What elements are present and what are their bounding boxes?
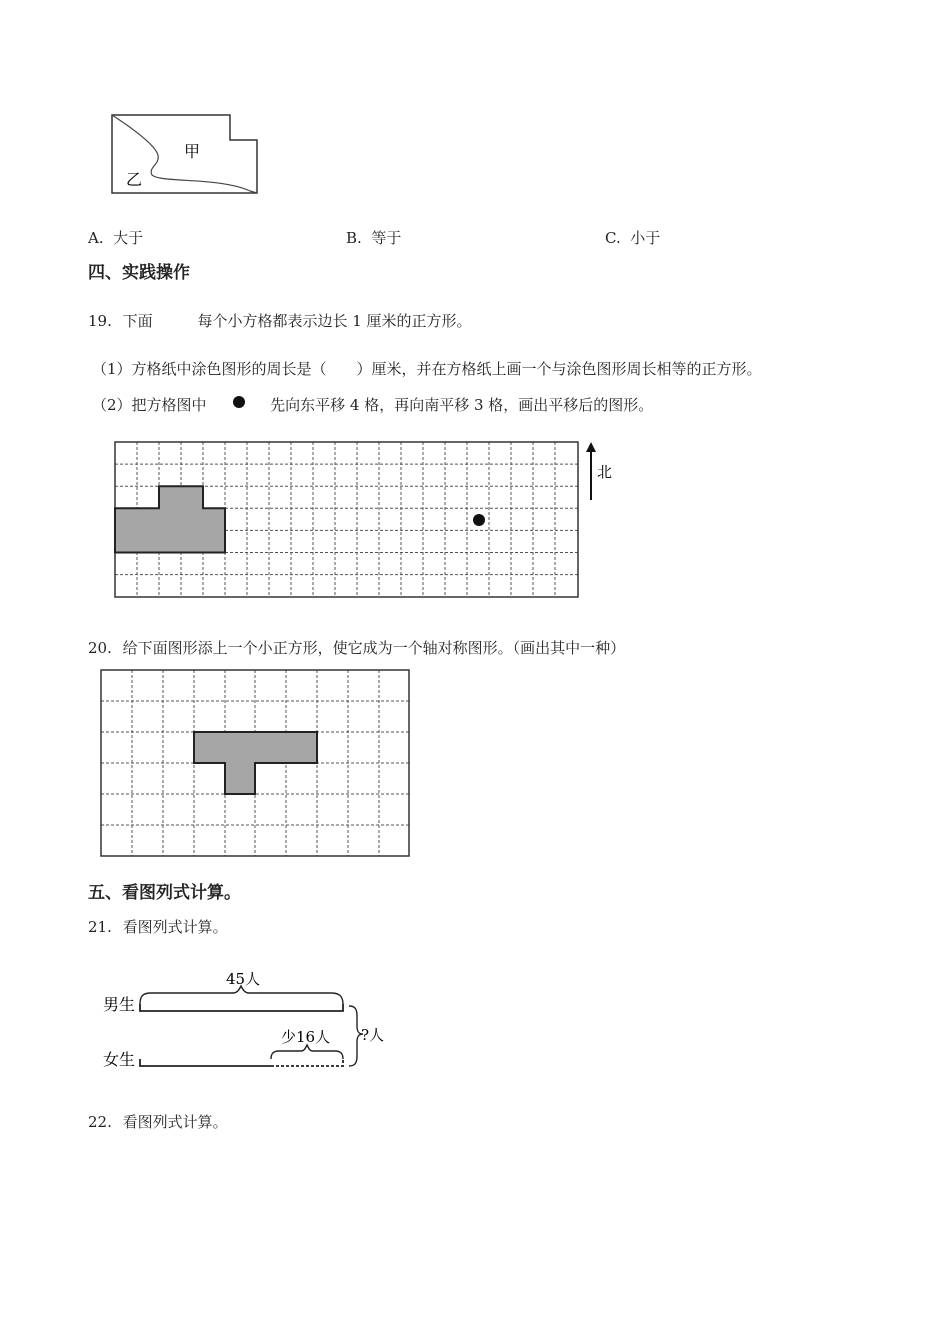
boys-brace	[140, 986, 343, 1004]
q18-option-c[interactable]	[605, 229, 660, 247]
boys-label: 男生	[103, 995, 136, 1014]
option-text: 小于	[630, 229, 661, 247]
q20-stem	[88, 639, 625, 657]
option-letter: C.	[605, 229, 621, 247]
q21-line-diagram	[95, 962, 405, 1077]
option-text: 等于	[371, 229, 402, 247]
section4-title: 四、实践操作	[88, 263, 190, 283]
girls-label: 女生	[103, 1050, 136, 1069]
q21-number: 21.	[88, 918, 112, 936]
q19-part2-prefix: （2）把方格图中	[92, 396, 207, 414]
q18-label-jia: 甲	[184, 142, 201, 161]
q20-shaded-shape	[194, 732, 317, 794]
q18-option-b[interactable]	[346, 229, 401, 247]
q18-option-a[interactable]	[88, 229, 143, 247]
q19-part2-suffix: 先向东平移 4 格，再向南平移 3 格，画出平移后的图形。	[270, 396, 654, 414]
q21-stem	[88, 918, 228, 936]
fewer-brace	[271, 1045, 343, 1059]
boys-count: 45人	[226, 970, 261, 988]
q21-text: 看图列式计算。	[122, 918, 228, 936]
section5-title: 五、看图列式计算。	[88, 883, 241, 903]
north-arrowhead-icon	[586, 442, 596, 452]
q22-stem	[88, 1113, 228, 1131]
option-text: 大于	[113, 229, 144, 247]
q20-grid[interactable]	[96, 665, 416, 861]
option-letter: A.	[88, 229, 104, 247]
q19-grid[interactable]	[110, 438, 630, 603]
q19-stem-suffix: 每个小方格都表示边长 1 厘米的正方形。	[197, 312, 472, 330]
q22-number: 22.	[88, 1113, 112, 1131]
q19-stem	[88, 312, 472, 330]
dot-icon	[233, 396, 245, 408]
north-label: 北	[597, 463, 613, 481]
option-letter: B.	[346, 229, 362, 247]
q19-shaded-shape	[115, 486, 225, 552]
q19-stem-prefix: 下面	[122, 312, 153, 330]
q19-part1: （1）方格纸中涂色图形的周长是（ ）厘米，并在方格纸上画一个与涂色图形周长相等的正方形。	[92, 360, 762, 378]
q18-label-yi: 乙	[126, 170, 143, 189]
q19-number: 19.	[88, 312, 112, 330]
q22-text: 看图列式计算。	[122, 1113, 228, 1131]
q19-dot	[473, 514, 485, 526]
girls-segment	[140, 1059, 271, 1066]
q18-shape-figure	[100, 105, 270, 205]
boys-segment	[140, 1004, 343, 1011]
girls-dashed-segment	[271, 1059, 343, 1066]
q20-number: 20.	[88, 639, 112, 657]
total-label: ?人	[361, 1026, 385, 1044]
fewer-label: 少16人	[281, 1028, 331, 1046]
q19-part2	[92, 396, 653, 414]
q20-text: 给下面图形添上一个小正方形，使它成为一个轴对称图形。（画出其中一种）	[122, 639, 626, 657]
